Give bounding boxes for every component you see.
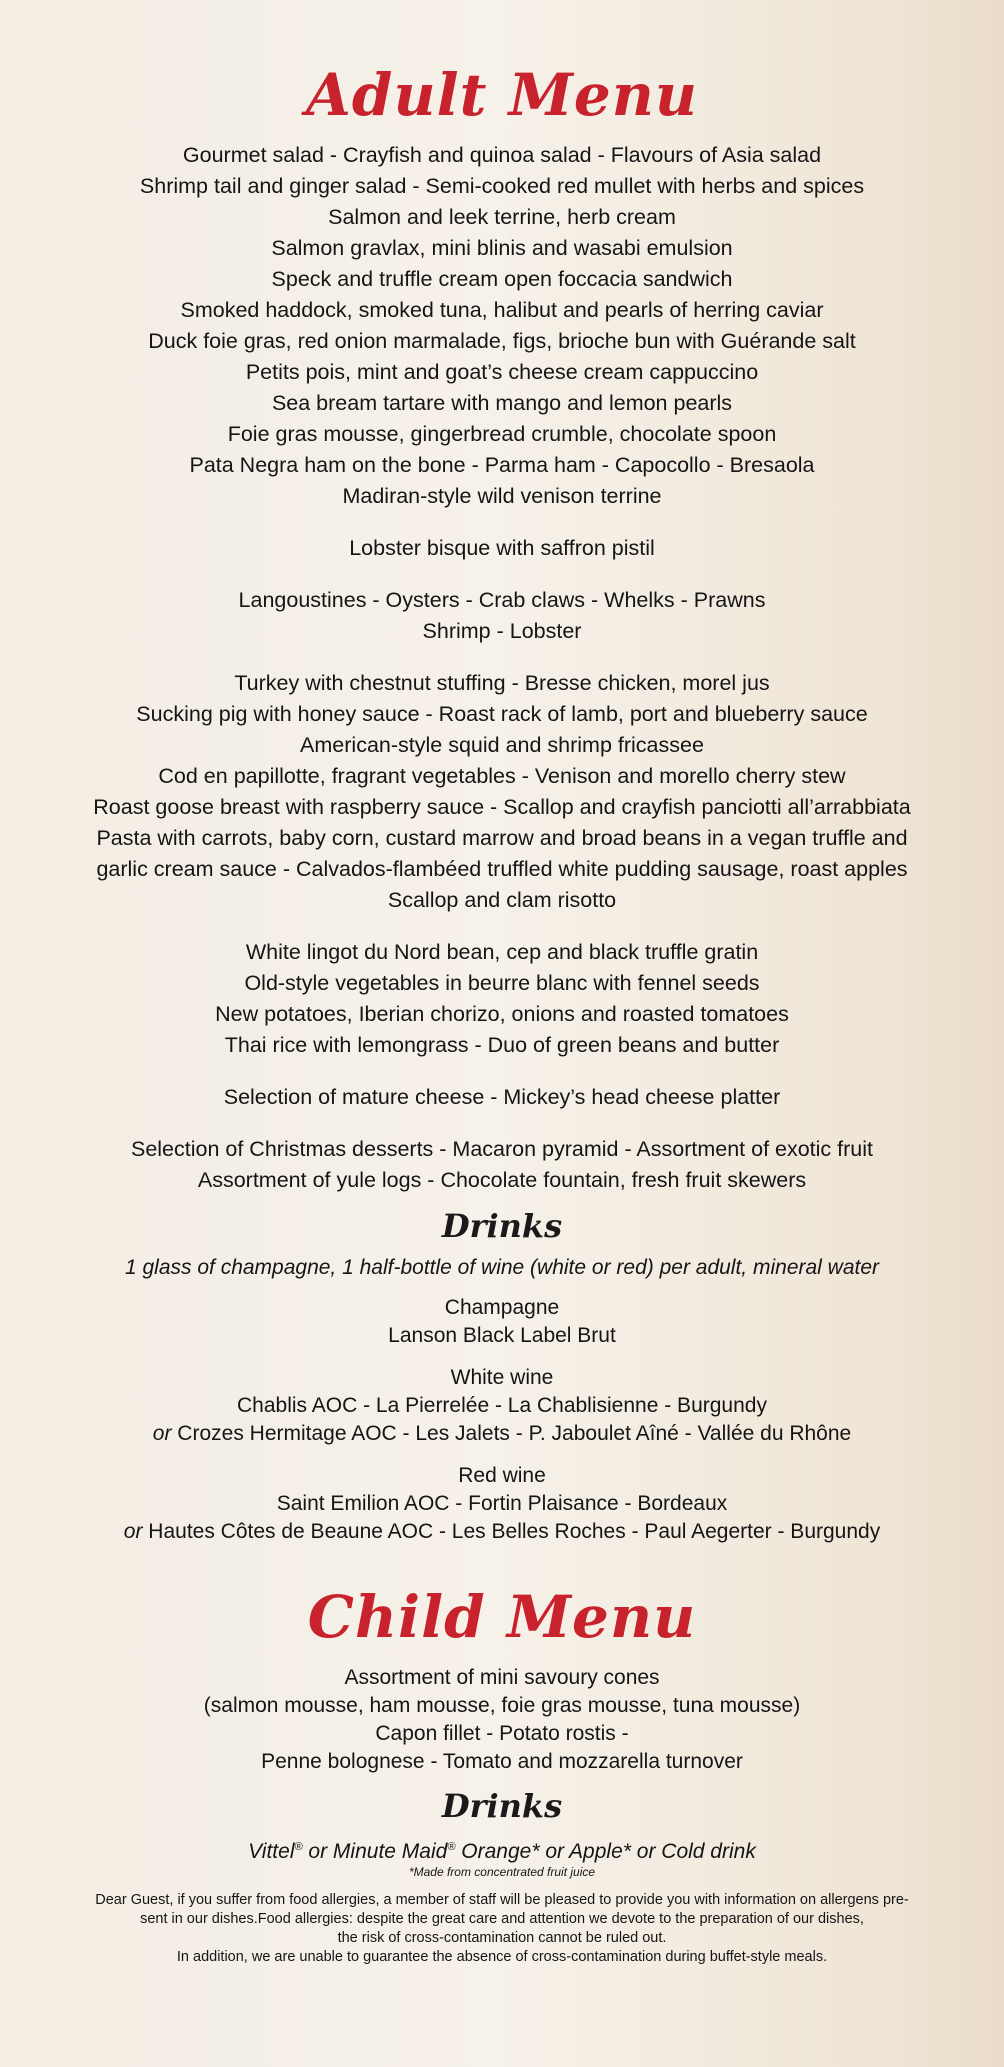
white-wine-alt-text: Crozes Hermitage AOC - Les Jalets - P. Jaboulet Aîné - Vallée du Rhône [171,1422,852,1445]
menu-item: Scallop and clam risotto [387,888,617,912]
menu-item: Thai rice with lemongrass - Duo of green beans and butter [224,1033,780,1057]
drink-minute-maid: or Minute Maid [302,1840,448,1863]
menu-item: Sucking pig with honey sauce - Roast rack of lamb, port and blueberry sauce [136,702,868,726]
menu-item: Roast goose breast with raspberry sauce - Scallop and crayfish panciotti all’arrabbiata [93,795,911,819]
allergy-line: In addition, we are unable to guarantee the absence of cross-contamination during buffet-style meals. [176,1949,828,1965]
red-wine-heading: Red wine [458,1464,546,1487]
menu-item: Madiran-style wild venison terrine [342,484,662,508]
drink-vittel: Vittel [248,1840,295,1863]
menu-group-seafood [0,585,1004,647]
registered-mark: ® [447,1841,456,1853]
menu-item: Petits pois, mint and goat’s cheese cream cappuccino [245,360,759,384]
menu-item: Lobster bisque with saffron pistil [349,536,655,560]
adult-menu-title: Adult Menu [305,61,699,129]
or-word: or [152,1422,172,1445]
menu-item: Cod en papillotte, fragrant vegetables - Venison and morello cherry stew [158,764,846,788]
menu-item: New potatoes, Iberian chorizo, onions and roasted tomatoes [215,1002,789,1026]
menu-item: Langoustines - Oysters - Crab claws - Whelks - Prawns [238,588,766,612]
or-word: or [123,1520,143,1543]
red-wine-alternative [0,1518,1004,1546]
menu-group-sides [0,937,1004,1061]
red-wine-alt-text: Hautes Côtes de Beaune AOC - Les Belles Roches - Paul Aegerter - Burgundy [142,1520,881,1543]
child-menu-items [0,1664,1004,1776]
menu-item: Assortment of yule logs - Chocolate fountain, fresh fruit skewers [197,1168,807,1192]
menu-group-desserts [0,1134,1004,1196]
menu-item: Selection of Christmas desserts - Macaron pyramid - Assortment of exotic fruit [130,1137,873,1161]
menu-item: Salmon and leek terrine, herb cream [328,205,676,229]
menu-item: Selection of mature cheese - Mickey’s head cheese platter [223,1085,781,1109]
menu-item: Speck and truffle cream open foccacia sandwich [271,267,733,291]
menu-item: Shrimp tail and ginger salad - Semi-cooked red mullet with herbs and spices [139,174,865,198]
champagne-item: Lanson Black Label Brut [388,1324,616,1347]
allergy-notice [0,1891,1004,1967]
menu-item: American-style squid and shrimp fricassee [300,733,704,757]
allergy-line: the risk of cross-contamination cannot be ruled out. [337,1930,667,1946]
menu-item: Smoked haddock, smoked tuna, halibut and pearls of herring caviar [180,298,824,322]
child-menu-title: Child Menu [307,1583,697,1651]
menu-item: Shrimp - Lobster [422,619,582,643]
drink-options: Orange* or Apple* or Cold drink [455,1840,756,1863]
menu-item: Old-style vegetables in beurre blanc with fennel seeds [244,971,760,995]
white-wine-alternative [0,1420,1004,1448]
menu-item: garlic cream sauce - Calvados-flambéed truffled white pudding sausage, roast apples [96,857,908,881]
menu-item: Capon fillet - Potato rostis - [375,1722,629,1745]
child-drinks-line [0,1834,1004,1865]
menu-group-soup [0,533,1004,564]
red-wine-section [0,1462,1004,1546]
champagne-heading: Champagne [444,1296,560,1319]
registered-mark: ® [294,1841,303,1853]
menu-item: Turkey with chestnut stuffing - Bresse chicken, morel jus [234,671,770,695]
menu-item: Assortment of mini savoury cones [344,1666,660,1689]
menu-item: Pata Negra ham on the bone - Parma ham - Capocollo - Bresaola [189,453,815,477]
menu-item: (salmon mousse, ham mousse, foie gras mousse, tuna mousse) [203,1694,801,1717]
menu-item: Sea bream tartare with mango and lemon pearls [271,391,733,415]
menu-item: Duck foie gras, red onion marmalade, figs, brioche bun with Guérande salt [148,329,856,353]
white-wine-item: Chablis AOC - La Pierrelée - La Chablisienne - Burgundy [237,1394,767,1417]
menu-item: Penne bolognese - Tomato and mozzarella turnover [261,1750,743,1773]
allergy-line: Dear Guest, if you suffer from food allergies, a member of staff will be pleased to provide you with information on allergens pre- [95,1892,909,1908]
red-wine-item: Saint Emilion AOC - Fortin Plaisance - Bordeaux [276,1492,728,1515]
juice-footnote: *Made from concentrated fruit juice [408,1865,596,1879]
adult-drinks-note: 1 glass of champagne, 1 half-bottle of wine (white or red) per adult, mineral water [124,1256,880,1279]
adult-menu-courses [0,140,1004,1196]
menu-item: Pasta with carrots, baby corn, custard marrow and broad beans in a vegan truffle and [96,826,908,850]
menu-group-starters [0,140,1004,512]
menu-item: Salmon gravlax, mini blinis and wasabi emulsion [271,236,733,260]
adult-drinks-title: Drinks [441,1207,563,1245]
menu-group-mains [0,668,1004,916]
white-wine-heading: White wine [450,1366,554,1389]
menu-item: Foie gras mousse, gingerbread crumble, chocolate spoon [227,422,777,446]
white-wine-section [0,1364,1004,1448]
menu-group-cheese [0,1082,1004,1113]
champagne-section [0,1294,1004,1350]
child-drinks-title: Drinks [441,1787,563,1825]
allergy-line: sent in our dishes.Food allergies: despite the great care and attention we devote to the preparation of our dishes, [140,1911,864,1927]
menu-item: White lingot du Nord bean, cep and black truffle gratin [245,940,759,964]
menu-item: Gourmet salad - Crayfish and quinoa salad - Flavours of Asia salad [182,143,822,167]
